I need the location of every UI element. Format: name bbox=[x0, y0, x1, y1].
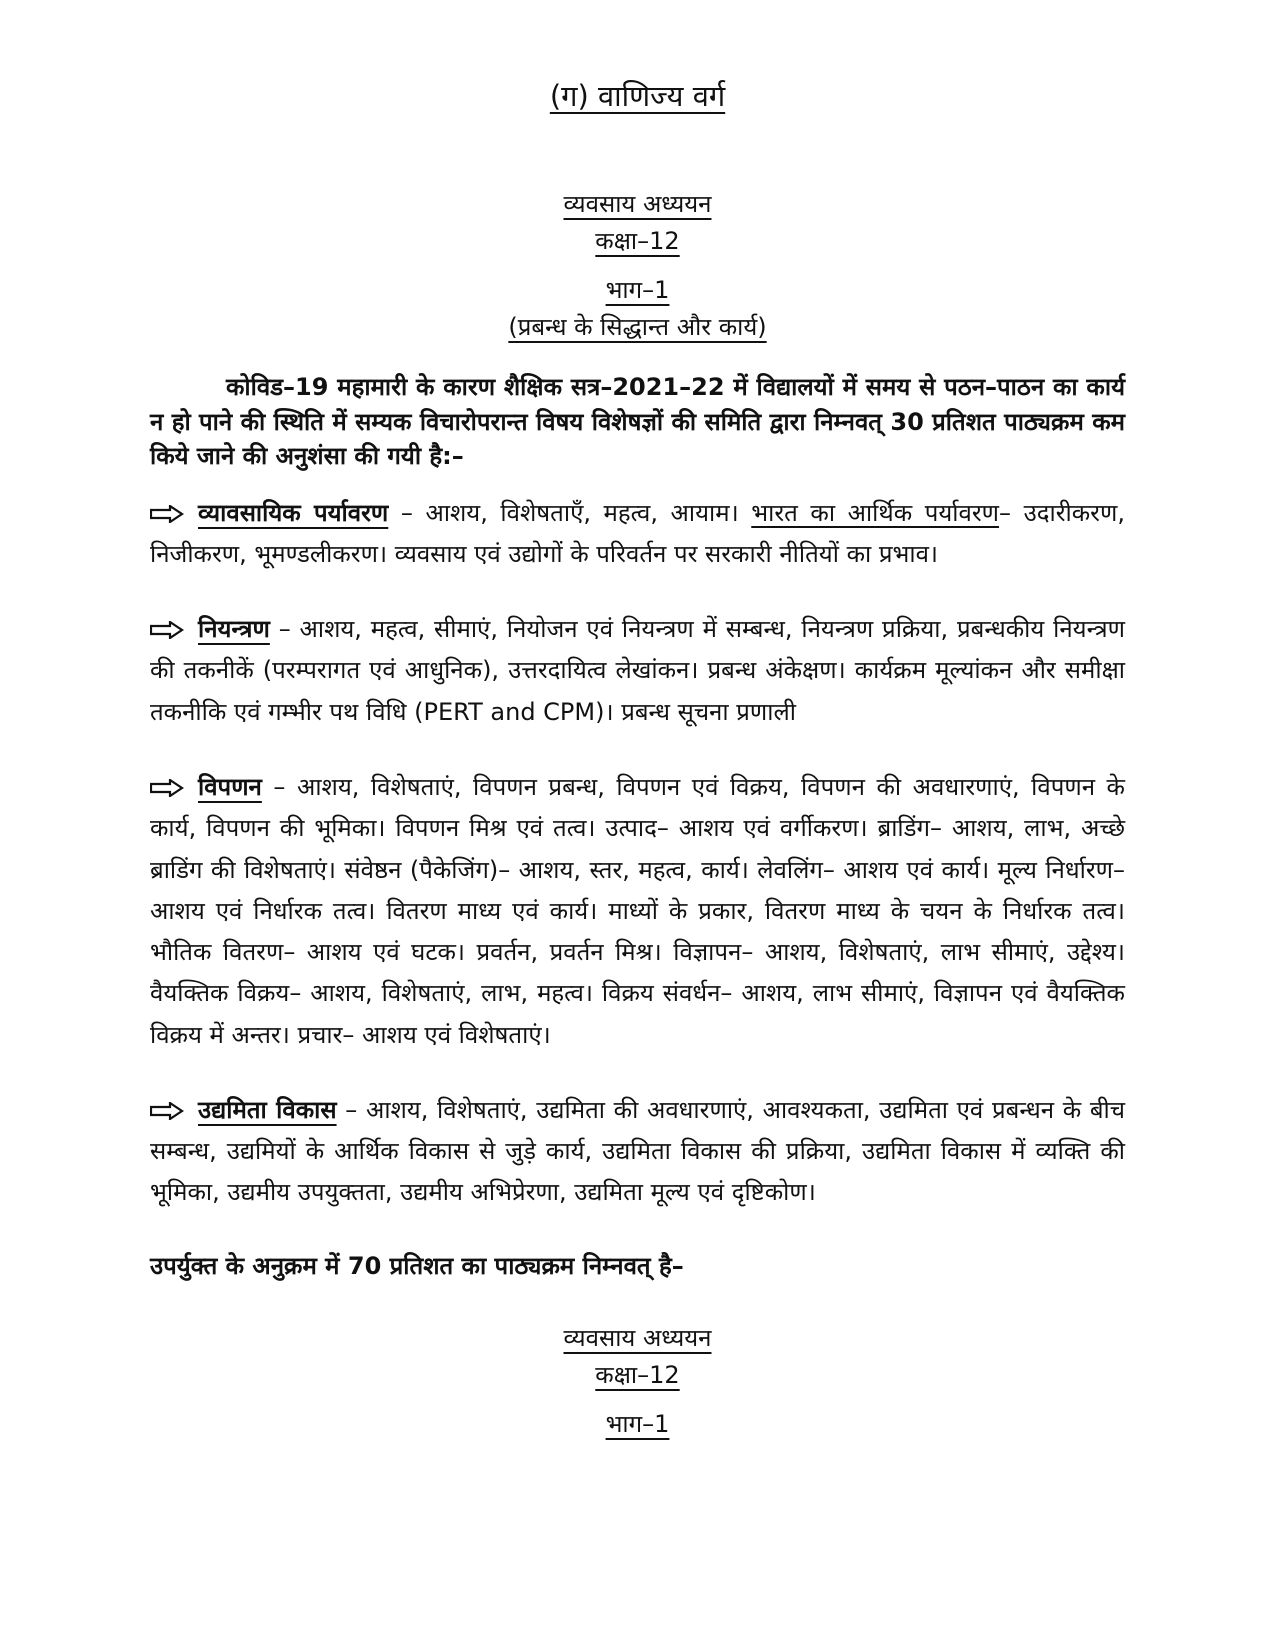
right-arrow-outline-icon bbox=[150, 767, 186, 808]
topic-heading: व्यावसायिक पर्यावरण bbox=[198, 498, 389, 527]
class-label: कक्षा–12 bbox=[595, 226, 680, 255]
topic-subheading: भारत का आर्थिक पर्यावरण bbox=[751, 498, 1000, 527]
summary-line: उपर्युक्त के अनुक्रम में 70 प्रतिशत का पाठ्यक्रम निम्नवत् है– bbox=[150, 1251, 684, 1280]
intro-paragraph: कोविड–19 महामारी के कारण शैक्षिक सत्र–2021–22 में विद्यालयों में समय से पठन–पाठन का कार्य न हो पाने की स्थिति में सम्यक विचारोपरान्त विषय विशेषज्ञों की समिति द्वारा निम्नवत् 30 प्रतिशत पाठ्यक्रम कम किये जाने की अनुशंसा की गयी है:– bbox=[150, 373, 1125, 470]
section-title bbox=[150, 78, 1125, 116]
topic-text: – आशय, विशेषताएं, उद्यमिता की अवधारणाएं, आवश्यकता, उद्यमिता एवं प्रबन्धन के बीच सम्बन्ध, उद्यमियों के आर्थिक विकास से जुड़े कार्य, उद्यमिता विकास की प्रक्रिया, उद्यमिता विकास में व्यक्ति की भूमिका, उद्यमीय उपयुक्तता, उद्यमीय अभिप्रेरणा, उद्यमिता मूल्य एवं दृष्टिकोण। bbox=[150, 1095, 1125, 1207]
subject-title: व्यवसाय अध्ययन bbox=[563, 1323, 712, 1352]
section-title-text: (ग) वाणिज्य वर्ग bbox=[549, 79, 726, 113]
part-label: भाग–1 bbox=[605, 1410, 670, 1439]
syllabus-heading-block-2 bbox=[150, 1320, 1125, 1444]
topic-marketing bbox=[150, 767, 1125, 1056]
right-arrow-outline-icon bbox=[150, 1090, 186, 1131]
topic-controlling bbox=[150, 609, 1125, 733]
topic-text-continued: – उदारीकरण, निजीकरण, भूमण्डलीकरण। व्यवसाय एवं उद्योगों के परिवर्तन पर सरकारी नीतियों का प्रभाव। bbox=[150, 498, 1125, 568]
part-title: (प्रबन्ध के सिद्धान्त और कार्य) bbox=[508, 313, 767, 342]
topic-text: – आशय, महत्व, सीमाएं, नियोजन एवं नियन्त्रण में सम्बन्ध, नियन्त्रण प्रक्रिया, प्रबन्धकीय नियन्त्रण की तकनीकें (परम्परागत एवं आधुनिक), उत्तरदायित्व लेखांकन। प्रबन्ध अंकेक्षण। कार्यक्रम मूल्यांकन और समीक्षा तकनीकि एवं गम्भीर पथ विधि (PERT and CPM)। प्रबन्ध सूचना प्रणाली bbox=[150, 615, 1125, 726]
topic-heading: विपणन bbox=[198, 773, 262, 801]
topic-text: – आशय, विशेषताएँ, महत्व, आयाम। bbox=[388, 498, 752, 527]
topic-business-environment bbox=[150, 493, 1125, 576]
syllabus-heading-block bbox=[150, 186, 1125, 347]
part-label: भाग–1 bbox=[605, 276, 670, 305]
topic-entrepreneurship-development bbox=[150, 1090, 1125, 1214]
right-arrow-outline-icon bbox=[150, 609, 186, 650]
topic-heading: उद्यमिता विकास bbox=[198, 1095, 337, 1124]
subject-title: व्यवसाय अध्ययन bbox=[563, 189, 712, 218]
right-arrow-outline-icon bbox=[150, 493, 186, 534]
topic-heading: नियन्त्रण bbox=[198, 615, 270, 644]
class-label: कक्षा–12 bbox=[595, 1360, 680, 1389]
topic-text: – आशय, विशेषताएं, विपणन प्रबन्ध, विपणन एवं विक्रय, विपणन की अवधारणाएं, विपणन के कार्य, विपणन की भूमिका। विपणन मिश्र एवं तत्व। उत्पाद– आशय एवं वर्गीकरण। ब्राडिंग– आशय, लाभ, अच्छे ब्राडिंग की विशेषताएं। संवेष्ठन (पैकेजिंग)– आशय, स्तर, महत्व, कार्य। लेवलिंग– आशय एवं कार्य। मूल्य निर्धारण– आशय एवं निर्धारक तत्व। वितरण माध्य एवं कार्य। माध्यों के प्रकार, वितरण माध्य के चयन के निर्धारक तत्व। भौतिक वितरण– आशय एवं घटक। प्रवर्तन, प्रवर्तन मिश्र। विज्ञापन– आशय, विशेषताएं, लाभ सीमाएं, उद्देश्य। वैयक्तिक विक्रय– आशय, विशेषताएं, लाभ, महत्व। विक्रय संवर्धन– आशय, लाभ सीमाएं, विज्ञापन एवं वैयक्तिक विक्रय में अन्तर। प्रचार– आशय एवं विशेषताएं। bbox=[150, 773, 1125, 1049]
